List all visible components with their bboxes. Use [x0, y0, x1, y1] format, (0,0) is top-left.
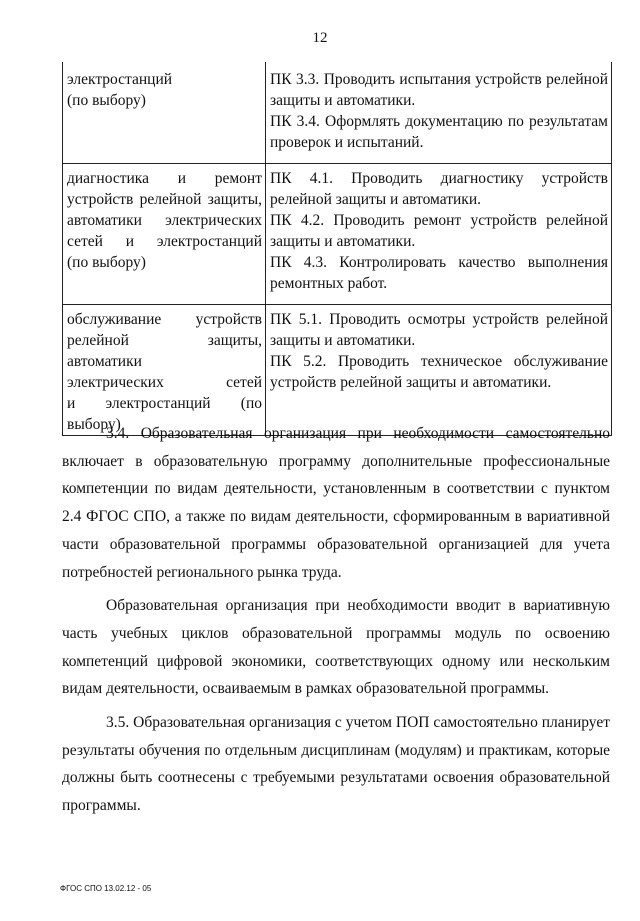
table-row: [63, 62, 612, 164]
competency-item: ПК 4.1. Проводить диагностику устройств релейной защиты и автоматики.: [270, 170, 608, 208]
table-row: [63, 305, 612, 436]
competency-item: ПК 3.3. Проводить испытания устройств релейной защиты и автоматики.: [270, 71, 608, 109]
activity-type-line: обслуживание устройств: [67, 311, 262, 328]
competency-item: ПК 5.1. Проводить осмотры устройств релейной защиты и автоматики.: [270, 311, 608, 349]
page-number: 12: [312, 30, 328, 46]
activity-type-cell: [63, 305, 266, 436]
activity-type-line: (по выбору): [67, 254, 146, 271]
activity-type-cell: [63, 164, 266, 305]
activity-type-line: сетей и электростанций: [67, 233, 262, 250]
activity-type-line: и электростанций (по выбору): [67, 395, 262, 433]
competency-table: [62, 62, 612, 436]
competency-cell: [266, 305, 612, 436]
activity-type-line: (по выбору): [67, 92, 146, 109]
activity-type-line: автоматики электрических: [67, 212, 262, 229]
competency-item: ПК 3.4. Оформлять документацию по результатам проверок и испытаний.: [270, 113, 608, 151]
competency-cell: [266, 62, 612, 164]
paragraph-3-4: 3.4. Образовательная организация при необходимости самостоятельно включает в образовательную программу дополнительные профессиональные компетенции по видам деятельности, установленным в соответствии с пунктом 2.4 ФГОС СПО, а также по видам деятельности, сформированным в вариативной части образовательной программы образовательной организацией для учета потребностей регионального рынка труда.: [62, 425, 610, 581]
body-text: [62, 420, 610, 826]
competency-item: ПК 4.2. Проводить ремонт устройств релейной защиты и автоматики.: [270, 212, 608, 250]
footer-standard-code: ФГОС СПО 13.02.12 - 05: [60, 884, 152, 893]
activity-type-line: диагностика и ремонт: [67, 170, 262, 187]
table-row: [63, 164, 612, 305]
activity-type-line: электростанций: [67, 71, 173, 88]
activity-type-cell: [63, 62, 266, 164]
paragraph-digital-economy: Образовательная организация при необходимости вводит в вариативную часть учебных циклов образовательной программы модуль по освоению компетенций цифровой экономики, соответствующих одному или нескольким видам деятельности, осваиваемым в рамках образовательной программы.: [62, 597, 610, 698]
activity-type-line: электрических сетей: [67, 374, 262, 391]
paragraph-3-5: 3.5. Образовательная организация с учетом ПОП самостоятельно планирует результаты обучения по отдельным дисциплинам (модулям) и практикам, которые должны быть соотнесены с требуемыми результатами освоения образовательной программы.: [62, 714, 610, 815]
activity-type-line: релейной защиты, автоматики: [67, 332, 262, 370]
competency-cell: [266, 164, 612, 305]
activity-type-line: устройств релейной защиты,: [67, 191, 262, 208]
competency-item: ПК 5.2. Проводить техническое обслуживание устройств релейной защиты и автоматики.: [270, 353, 608, 391]
competency-item: ПК 4.3. Контролировать качество выполнения ремонтных работ.: [270, 254, 608, 292]
